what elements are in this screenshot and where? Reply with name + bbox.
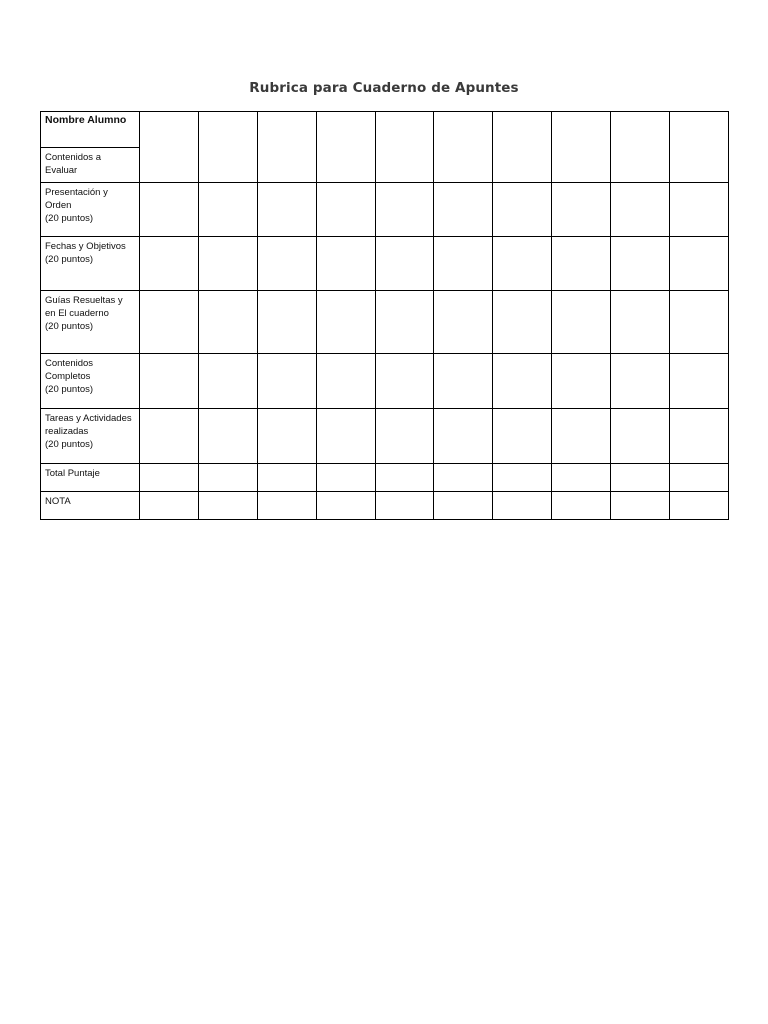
score-cell[interactable]	[375, 464, 434, 492]
rubric-row-guias	[41, 291, 729, 354]
score-cell[interactable]	[670, 237, 729, 291]
score-cell[interactable]	[552, 237, 611, 291]
row-label-line: Orden	[45, 200, 72, 211]
score-cell[interactable]	[316, 237, 375, 291]
score-cell[interactable]	[552, 464, 611, 492]
score-cell[interactable]	[375, 291, 434, 354]
rubric-row-contenidos-completos	[41, 354, 729, 409]
score-cell[interactable]	[316, 354, 375, 409]
row-label-guias	[41, 291, 140, 354]
row-label-tareas	[41, 409, 140, 464]
score-cell[interactable]	[316, 291, 375, 354]
row-label-line: Contenidos a	[45, 152, 101, 163]
score-cell[interactable]	[257, 409, 316, 464]
row-label-line: Tareas y Actividades	[45, 413, 132, 424]
score-cell[interactable]	[198, 354, 257, 409]
score-cell[interactable]	[434, 183, 493, 237]
row-label-line: Evaluar	[45, 165, 78, 176]
row-label-line: NOTA	[45, 496, 71, 507]
score-cell[interactable]	[493, 183, 552, 237]
score-cell[interactable]	[257, 291, 316, 354]
score-cell[interactable]	[316, 183, 375, 237]
score-cell[interactable]	[257, 183, 316, 237]
row-label-line: en El cuaderno	[45, 308, 109, 319]
score-cell[interactable]	[611, 409, 670, 464]
score-cell[interactable]	[611, 183, 670, 237]
score-cell[interactable]	[670, 183, 729, 237]
score-cell[interactable]	[434, 492, 493, 520]
score-cell[interactable]	[257, 492, 316, 520]
score-cell[interactable]	[434, 464, 493, 492]
score-cell[interactable]	[140, 237, 199, 291]
score-cell[interactable]	[375, 183, 434, 237]
score-cell[interactable]	[257, 464, 316, 492]
score-cell[interactable]	[140, 409, 199, 464]
score-cell[interactable]	[493, 354, 552, 409]
row-label-fechas	[41, 237, 140, 291]
row-label-line: Completos	[45, 371, 91, 382]
score-cell[interactable]	[670, 291, 729, 354]
score-cell[interactable]	[140, 183, 199, 237]
score-cell[interactable]	[434, 237, 493, 291]
score-cell[interactable]	[493, 112, 552, 183]
score-cell[interactable]	[611, 354, 670, 409]
score-cell[interactable]	[198, 464, 257, 492]
row-label-total	[41, 464, 140, 492]
score-cell[interactable]	[198, 183, 257, 237]
score-cell[interactable]	[552, 183, 611, 237]
rubric-row-nota	[41, 492, 729, 520]
score-cell[interactable]	[611, 112, 670, 183]
score-cell[interactable]	[140, 492, 199, 520]
score-cell[interactable]	[493, 237, 552, 291]
score-cell[interactable]	[493, 492, 552, 520]
score-cell[interactable]	[140, 112, 199, 183]
rubric-row-nombre	[41, 112, 729, 148]
score-cell[interactable]	[140, 291, 199, 354]
score-cell[interactable]	[198, 291, 257, 354]
row-label-contenidos-evaluar	[41, 148, 140, 183]
score-cell[interactable]	[670, 354, 729, 409]
score-cell[interactable]	[611, 237, 670, 291]
score-cell[interactable]	[198, 492, 257, 520]
score-cell[interactable]	[198, 112, 257, 183]
score-cell[interactable]	[140, 354, 199, 409]
row-label-line: (20 puntos)	[45, 439, 94, 450]
row-label-line: Total Puntaje	[45, 468, 100, 479]
rubric-table	[40, 111, 729, 520]
score-cell[interactable]	[316, 464, 375, 492]
score-cell[interactable]	[140, 464, 199, 492]
score-cell[interactable]	[670, 409, 729, 464]
score-cell[interactable]	[257, 237, 316, 291]
score-cell[interactable]	[375, 354, 434, 409]
row-label-line: Fechas y Objetivos	[45, 241, 126, 252]
score-cell[interactable]	[257, 112, 316, 183]
score-cell[interactable]	[316, 112, 375, 183]
row-label-line: Guías Resueltas y	[45, 295, 123, 306]
score-cell[interactable]	[670, 464, 729, 492]
row-label-line: Presentación y	[45, 187, 108, 198]
row-label-contenidos-completos	[41, 354, 140, 409]
score-cell[interactable]	[552, 354, 611, 409]
score-cell[interactable]	[375, 237, 434, 291]
row-label-nota	[41, 492, 140, 520]
score-cell[interactable]	[375, 492, 434, 520]
document-title: Rubrica para Cuaderno de Apuntes	[249, 80, 519, 96]
score-cell[interactable]	[552, 291, 611, 354]
score-cell[interactable]	[493, 409, 552, 464]
score-cell[interactable]	[434, 112, 493, 183]
score-cell[interactable]	[493, 291, 552, 354]
score-cell[interactable]	[552, 112, 611, 183]
score-cell[interactable]	[611, 492, 670, 520]
score-cell[interactable]	[198, 409, 257, 464]
score-cell[interactable]	[316, 492, 375, 520]
row-label-line: (20 puntos)	[45, 213, 94, 224]
score-cell[interactable]	[493, 464, 552, 492]
row-label-nombre	[41, 112, 140, 148]
score-cell[interactable]	[434, 409, 493, 464]
score-cell[interactable]	[611, 291, 670, 354]
score-cell[interactable]	[611, 464, 670, 492]
score-cell[interactable]	[670, 492, 729, 520]
score-cell[interactable]	[552, 492, 611, 520]
row-label-line: (20 puntos)	[45, 384, 94, 395]
row-label-line: (20 puntos)	[45, 254, 94, 265]
rubric-row-total	[41, 464, 729, 492]
score-cell[interactable]	[316, 409, 375, 464]
score-cell[interactable]	[257, 354, 316, 409]
row-label-line: Nombre Alumno	[45, 114, 127, 126]
score-cell[interactable]	[198, 237, 257, 291]
score-cell[interactable]	[434, 291, 493, 354]
score-cell[interactable]	[375, 112, 434, 183]
row-label-line: realizadas	[45, 426, 89, 437]
rubric-row-presentacion	[41, 183, 729, 237]
score-cell[interactable]	[552, 409, 611, 464]
rubric-row-fechas	[41, 237, 729, 291]
score-cell[interactable]	[434, 354, 493, 409]
row-label-line: (20 puntos)	[45, 321, 94, 332]
row-label-presentacion	[41, 183, 140, 237]
row-label-line: Contenidos	[45, 358, 94, 369]
score-cell[interactable]	[670, 112, 729, 183]
score-cell[interactable]	[375, 409, 434, 464]
rubric-row-tareas	[41, 409, 729, 464]
